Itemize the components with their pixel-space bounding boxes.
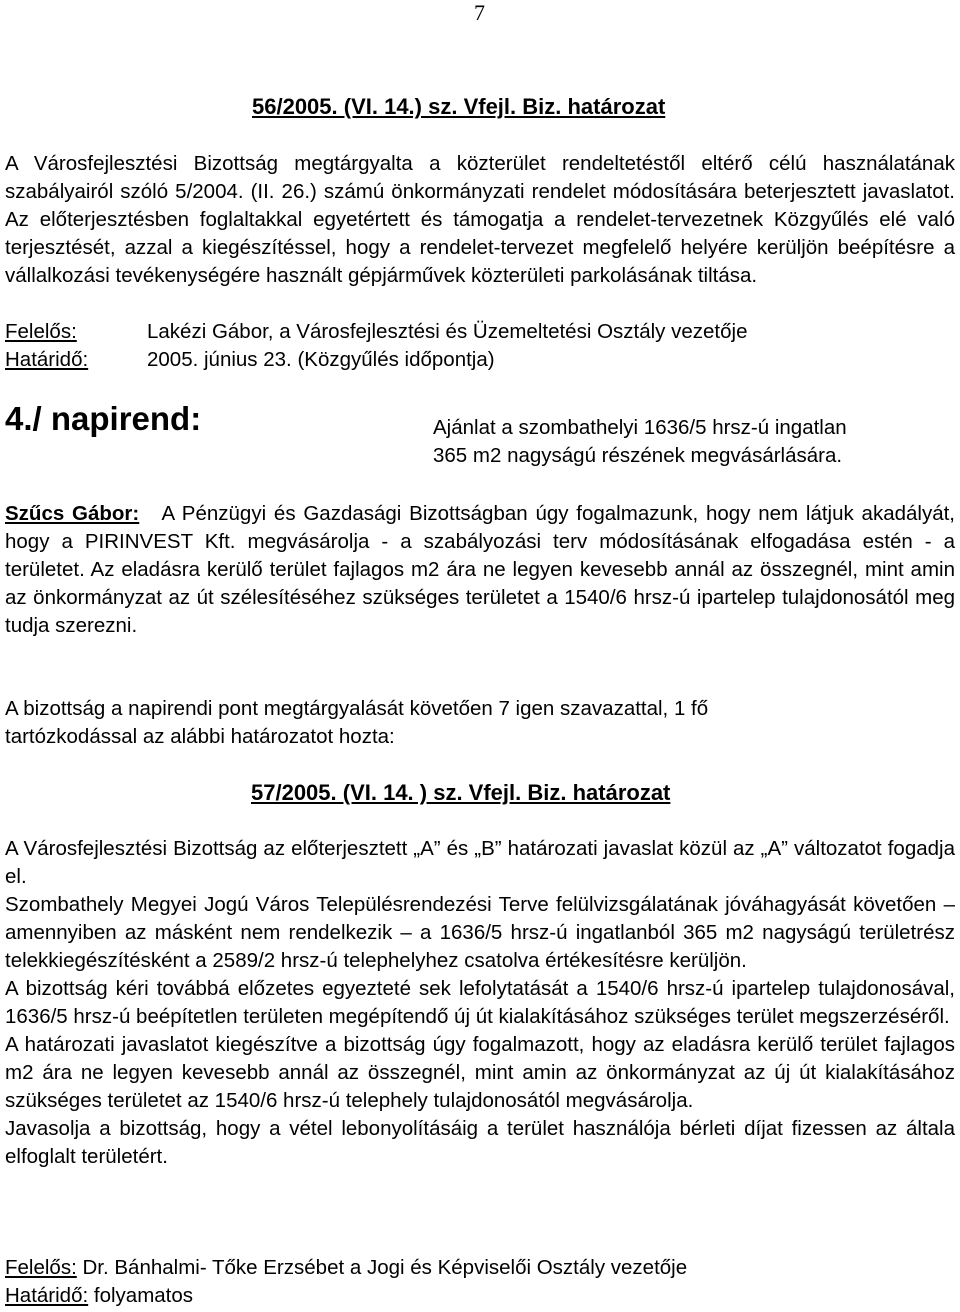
responsible-label: Felelős:	[5, 1256, 77, 1279]
resolution-56-deadline	[5, 348, 495, 372]
resolution-57-responsible	[5, 1256, 687, 1280]
page-number: 7	[474, 0, 485, 25]
deadline-label: Határidő:	[5, 1284, 89, 1307]
resolution-57-deadline	[5, 1284, 193, 1308]
agenda-title	[433, 414, 847, 470]
resolution-57-paragraph-4: A határozati javaslatot kiegészítve a bizottság úgy fogalmazott, hogy az eladásra kerülő terület fajlagos m2 ára ne legyen kevesebb annál az összegnél, mint amin az önkormányzat az új út kialakításához szükséges területet az 1540/6 hrsz-ú telephely tulajdonosától megvásárolja.	[5, 1033, 955, 1112]
responsible-value: Lakézi Gábor, a Városfejlesztési és Üzemeltetési Osztály vezetője	[147, 320, 748, 343]
deadline-value: 2005. június 23. (Közgyűlés időpontja)	[147, 348, 495, 371]
resolution-57-paragraph-5: Javasolja a bizottság, hogy a vétel lebonyolításáig a terület használója bérleti díjat fizessen az általa elfoglalt területért.	[5, 1117, 955, 1168]
deadline-label: Határidő:	[5, 348, 89, 371]
resolution-57-paragraph-1: A Városfejlesztési Bizottság az előterjesztett „A” és „B” határozati javaslat közül az „A” változatot fogadja el.	[5, 837, 955, 888]
agenda-number: 4./ napirend:	[5, 400, 202, 437]
agenda-title-line-1: Ajánlat a szombathelyi 1636/5 hrsz-ú ingatlan	[433, 416, 847, 439]
responsible-value: Dr. Bánhalmi- Tőke Erzsébet a Jogi és Képviselői Osztály vezetője	[82, 1256, 688, 1279]
responsible-label: Felelős:	[5, 320, 77, 343]
resolution-57-paragraph-2: Szombathely Megyei Jogú Város Településrendezési Terve felülvizsgálatának jóváhagyását követően – amennyiben az másként nem rendelkezik – a 1636/5 hrsz-ú ingatlanból 365 m2 nagyságú területrész telekkiegészítésként a 2589/2 hrsz-ú telephelyhez csatolva értékesítésre kerüljön.	[5, 893, 955, 972]
resolution-56-text	[5, 150, 955, 290]
vote-line-1: A bizottság a napirendi pont megtárgyalását követően 7 igen szavazattal, 1 fő	[5, 697, 709, 720]
resolution-57-paragraph-3: A bizottság kéri továbbá előzetes egyezteté sek lefolytatását a 1540/6 hrsz-ú ipartelep tulajdonosával, 1636/5 hrsz-ú beépítetlen területen megépítendő új út kialakításához szükséges terület megszerzéséről.	[5, 977, 955, 1028]
deadline-value: folyamatos	[93, 1284, 194, 1307]
resolution-57-title: 57/2005. (VI. 14. ) sz. Vfejl. Biz. határozat	[251, 780, 671, 805]
vote-line-2: tartózkodással az alábbi határozatot hozta:	[5, 725, 395, 748]
resolution-56-title: 56/2005. (VI. 14.) sz. Vfejl. Biz. határozat	[252, 94, 666, 119]
speaker-text: A Pénzügyi és Gazdasági Bizottságban úgy fogalmazunk, hogy nem látjuk akadályát, hogy a PIRINVEST Kft. megvásárolja - a szabályozási terv módosításának elfogadása estén - a területet. Az eladásra kerülő terület fajlagos m2 ára ne legyen kevesebb annál az összegnél, mint amin az önkormányzat az út szélesítéséhez szükséges területet a 1540/6 hrsz-ú ipartelep tulajdonosától meg tudja szerezni.	[5, 502, 955, 637]
speaker-statement	[5, 500, 955, 640]
resolution-57-text	[5, 835, 955, 1171]
resolution-56-responsible	[5, 320, 747, 344]
resolution-56-paragraph: A Városfejlesztési Bizottság megtárgyalta a közterület rendeltetéstől eltérő célú használatának szabályairól szóló 5/2004. (II. 26.) számú önkormányzati rendelet módosítására beterjesztett javaslatot. Az előterjesztésben foglaltakkal egyetértett és támogatja a rendelet-tervezetnek Közgyűlés elé való terjesztését, azzal a kiegészítéssel, hogy a rendelet-tervezet megfelelő helyére kerüljön beépítésre a vállalkozási tevékenységére használt gépjárművek közterületi parkolásának tiltása.	[5, 152, 955, 287]
agenda-title-line-2: 365 m2 nagyságú részének megvásárlására.	[433, 444, 843, 467]
speaker-name: Szűcs Gábor:	[5, 502, 140, 525]
